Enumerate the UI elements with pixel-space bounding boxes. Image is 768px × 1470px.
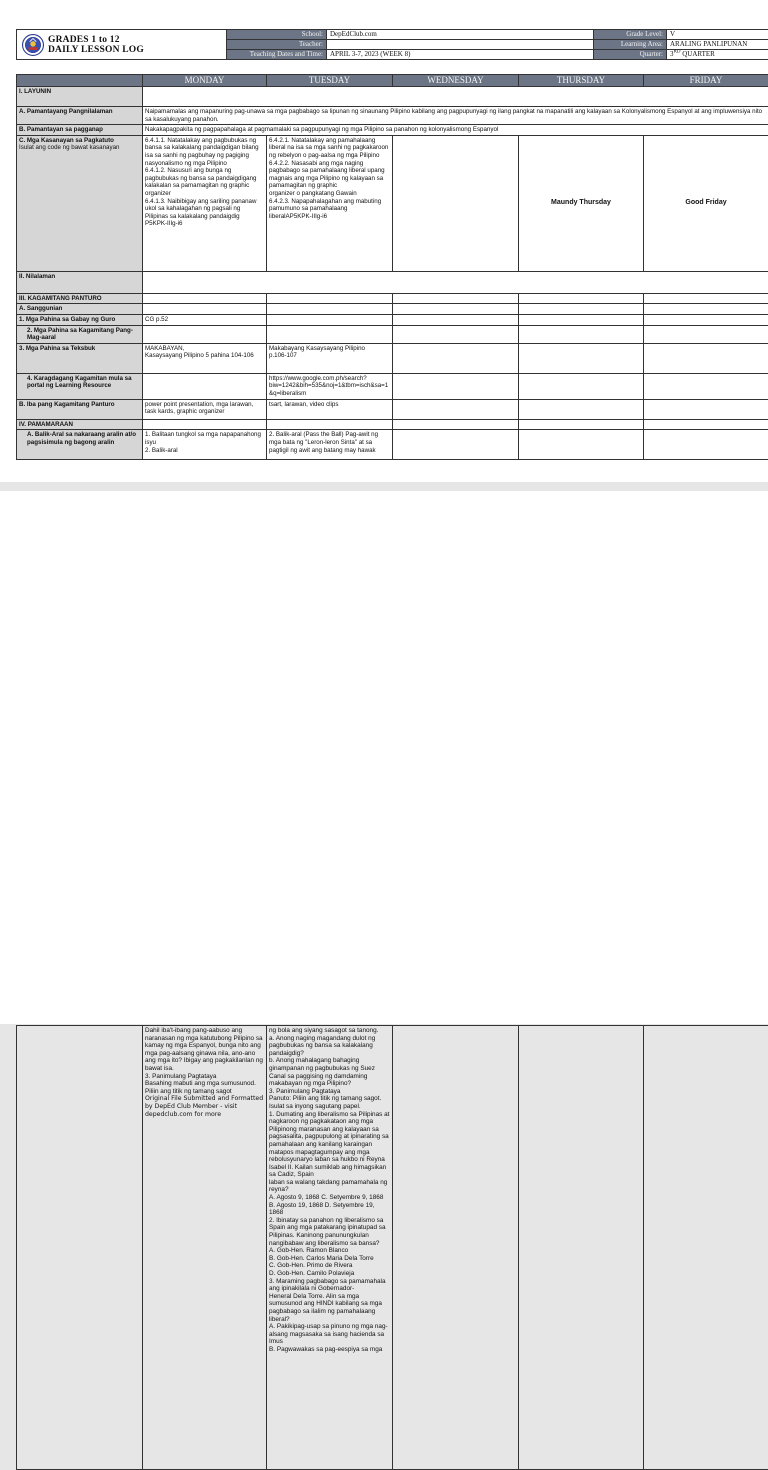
- blank-cell: [143, 325, 267, 343]
- blank-cell: [393, 373, 519, 399]
- blank-cell: [519, 399, 644, 419]
- teksbuk-label: 3. Mga Pahina sa Teksbuk: [17, 343, 143, 373]
- nilalaman-heading: II. Nilalaman: [17, 271, 143, 293]
- logo-line-2: DAILY LESSON LOG: [48, 45, 144, 55]
- deped-seal-icon: [22, 34, 44, 56]
- gabay-monday: CG p.52: [143, 314, 267, 325]
- sanggunian-label: A. Sanggunian: [17, 304, 143, 315]
- blank-cell: [519, 314, 644, 325]
- blank-cell: [519, 343, 644, 373]
- quarter-text: QUARTER: [680, 50, 714, 58]
- blank-cell: [393, 293, 519, 304]
- iba-monday: power point presentation, mga larawan, task kards, graphic organizer: [143, 399, 267, 419]
- kagamitan-heading: III. KAGAMITANG PANTURO: [17, 293, 143, 304]
- balik-aral-tuesday: 2. Balik-aral (Pass the Ball) Pag-awit ng mga bata ng "Leron-leron Sinta" at sa pagtigil ng awit ang batang may hawak: [267, 430, 393, 460]
- karagdagang-label: 4. Karagdagang Kagamitan mula sa portal ng Learning Resource: [17, 373, 143, 399]
- depedclub-watermark-note: Original File Submitted and Formatted by DepEd Club Member - visit depedclub.com for more: [145, 1095, 264, 1119]
- kasanayan-friday: Good Friday: [644, 135, 768, 271]
- blank-cell: [267, 304, 393, 315]
- teacher-value: [327, 40, 594, 50]
- dates-label: Teaching Dates and Time:: [227, 50, 327, 60]
- quarter-number: 3: [670, 50, 674, 58]
- blank-cell: [393, 419, 519, 430]
- blank-cell: [393, 399, 519, 419]
- blank-cell: [143, 419, 267, 430]
- blank-cell: [393, 325, 519, 343]
- balik-aral-label: A. Balik-Aral sa nakaraang aralin at/o pagsisimula ng bagong aralin: [17, 430, 143, 460]
- corner-header: [17, 75, 143, 87]
- kasanayan-monday: 6.4.1.1. Natatalakay ang pagbubukas ng bansa sa kalakalang pandaigdigan bilang isa sa sanhi ng pagbuhay ng pagiging nasyonalismo ng mga Pilipino 6.4.1.2. Nasusuri ang bunga ng pagbubukas ng bansa sa pandaigdigang kalakalan sa pamamagitan ng graphic organizer 6.4.1.3. Naibibigay ang sariling pananaw ukol sa kahalagahan ng pagsali ng Pilipinas sa kalakalang pandaigdig P5KPK-IIIg-i6: [143, 135, 267, 271]
- blank-cell: [267, 293, 393, 304]
- blank-cell: [143, 293, 267, 304]
- learning-area-value: ARALING PANLIPUNAN: [667, 40, 768, 50]
- day-header-friday: FRIDAY: [644, 75, 768, 87]
- blank-cell: [267, 419, 393, 430]
- kasanayan-wednesday: [393, 135, 519, 271]
- blank-cell: [644, 373, 768, 399]
- blank-cell: [519, 430, 644, 460]
- continuation-friday: [644, 1026, 768, 1470]
- blank-cell: [644, 293, 768, 304]
- school-value: DepEdClub.com: [327, 30, 594, 40]
- grade-level-label: Grade Level:: [594, 30, 667, 40]
- grade-level-value: V: [667, 30, 768, 40]
- kagamitang-label: 2. Mga Pahina sa Kagamitang Pang-Mag-aaral: [17, 325, 143, 343]
- nilalaman-blank: [143, 271, 768, 293]
- kasanayan-subtitle: Isulat ang code ng bawat kasanayan: [19, 144, 140, 152]
- school-label: School:: [227, 30, 327, 40]
- pagganap-label: B. Pamantayan sa pagganap: [17, 125, 143, 136]
- quarter-suffix: RD: [674, 50, 681, 55]
- header-table: [16, 29, 768, 60]
- blank-cell: [267, 314, 393, 325]
- kasanayan-thursday: Maundy Thursday: [519, 135, 644, 271]
- balik-aral-monday: 1. Balitaan tungkol sa mga napapanahong isyu 2. Balik-aral: [143, 430, 267, 460]
- day-header-tuesday: TUESDAY: [267, 75, 393, 87]
- continuation-wednesday: [393, 1026, 519, 1470]
- quarter-label: Quarter:: [594, 50, 667, 60]
- blank-cell: [519, 325, 644, 343]
- blank-cell: [644, 419, 768, 430]
- quarter-value: [667, 50, 768, 60]
- pamamaraan-heading: IV. PAMAMARAAN: [17, 419, 143, 430]
- monday-continued-text: Dahil iba't-ibang pang-aabuso ang naranasan ng mga katutubong Pilipino sa kamay ng mga Espanyol, bunga nito ang mga pag-aalsang ginawa nila, ano-ano ang mga ito? Ibigay ang pagkakilanlan ng bawat isa. 3. Panimulang Pagtataya Basahing mabuti ang mga sumusunod. Piliin ang titik ng tamang sagot: [145, 1027, 264, 1095]
- continuation-thursday: [519, 1026, 644, 1470]
- day-header-wednesday: WEDNESDAY: [393, 75, 519, 87]
- logo-cell: [17, 30, 227, 60]
- karagdagang-tuesday-link[interactable]: https://www.google.com.ph/search?biw=1242&bih=535&noj=1&tbm=isch&sa=1&q=liberalism: [267, 373, 393, 399]
- blank-cell: [393, 343, 519, 373]
- day-header-thursday: THURSDAY: [519, 75, 644, 87]
- blank-cell: [393, 304, 519, 315]
- blank-cell: [393, 430, 519, 460]
- blank-cell: [644, 314, 768, 325]
- teksbuk-tuesday: Makabayang Kasaysayang Pilipino p.106-107: [267, 343, 393, 373]
- day-header-monday: MONDAY: [143, 75, 267, 87]
- pamantayang-label: A. Pamantayang Pangnilalaman: [17, 107, 143, 125]
- continuation-tuesday: ng bola ang siyang sasagot sa tanong. a. Anong naging magandang dulot ng pagbubukas ng bansa sa kalakalang pandaigdig? b. Anong mahalagang bahaging ginampanan ng pagbubukas ng Suez Canal sa paggising ng damdaming makabayan ng mga Pilipino? 3. Panimulang Pagtataya Panuto: Piliin ang titik ng tamang sagot. Isulat sa inyong sagutang papel. 1. Dumating ang liberalismo sa Pilipinas at nagkaroon ng pagkakataon ang mga Pilipinong maranasan ang kalayaan sa pagsasalita, pagpupulong at ipinarating sa pamahalaan ang kanilang karaingan matapos mapagtagumpay ang mga rebolusyunaryo laban sa hukbo ni Reyna Isabel II. Kailan sumiklab ang himagsikan sa Cadiz, Spain laban sa walang takdang pamamahala ng reyna? A. Agosto 9, 1868 C. Setyembre 9, 1868 B. Agosto 19, 1868 D. Setyembre 19, 1868 2. Ibinatay sa panahon ng liberalismo sa Spain ang mga patakarang ipinatupad sa Pilipinas. Kaninong panunungkulan nangibabaw ang liberalismo sa bansa? A. Gob-Hen. Ramon Blanco B. Gob-Hen. Carlos Maria Dela Torre C. Gob-Hen. Primo de Rivera D. Gob-Hen. Camilo Polavieja 3. Maraming pagbabago sa pamamahala ang ipinakilala ni Gobernador- Heneral Dela Torre. Alin sa mga sumusunod ang HINDI kabilang sa mga pagbabago sa ilalim ng pamahalaang liberal? A. Pakikipag-usap sa pinuno ng mga nag-alsang magsasaka sa isang hacienda sa Imus B. Pagwawakas sa pag-eespiya sa mga: [267, 1026, 393, 1470]
- dates-value: APRIL 3-7, 2023 (WEEK 8): [327, 50, 594, 60]
- logo-line-1: GRADES 1 to 12: [48, 35, 144, 45]
- blank-cell: [143, 373, 267, 399]
- teacher-label: Teacher:: [227, 40, 327, 50]
- kasanayan-tuesday: 6.4.2.1. Natatalakay ang pamahalaang liberal na isa sa mga sanhi ng pagkakaroon ng rebelyon o pag-aalsa ng mga Pilipino 6.4.2.2. Nasasabi ang mga naging pagbabago sa pamahalaang liberal upang magnais ang mga Pilipino ng kalayaan sa pamamagitan ng graphic organizer o pangkatang Gawain 6.4.2.3. Napapahalagahan ang mabuting pamumuno sa pamahalaang liberalAP5KPK-IIIg-i6: [267, 135, 393, 271]
- continuation-table: [16, 1025, 768, 1470]
- blank-cell: [143, 304, 267, 315]
- page-1: [0, 0, 768, 482]
- learning-area-label: Learning Area:: [594, 40, 667, 50]
- blank-cell: [644, 430, 768, 460]
- gabay-label: 1. Mga Pahina sa Gabay ng Guro: [17, 314, 143, 325]
- iba-label: B. Iba pang Kagamitang Panturo: [17, 399, 143, 419]
- continuation-monday: [143, 1026, 267, 1470]
- blank-cell: [267, 325, 393, 343]
- blank-cell: [519, 419, 644, 430]
- kasanayan-title: C. Mga Kasanayan sa Pagkatuto: [19, 137, 140, 145]
- pagganap-value: Nakakapagpakita ng pagpapahalaga at pagmamalaki sa pagpupunyagi ng mga Pilipino sa panahon ng kolonyalismong Espanyol: [143, 125, 768, 136]
- blank-cell: [644, 399, 768, 419]
- blank-cell: [644, 343, 768, 373]
- lesson-log-table: [16, 74, 768, 460]
- dll-title: [48, 35, 144, 55]
- iba-tuesday: tsart, larawan, video clips: [267, 399, 393, 419]
- blank-cell: [644, 304, 768, 315]
- blank-cell: [519, 373, 644, 399]
- blank-cell: [644, 325, 768, 343]
- layunin-blank: [143, 87, 768, 107]
- blank-cell: [393, 314, 519, 325]
- page-2: [0, 491, 768, 1024]
- teksbuk-monday: MAKABAYAN, Kasaysayang Pilipino 5 pahina 104-106: [143, 343, 267, 373]
- pamantayang-value: Naipamamalas ang mapanuring pag-unawa sa mga pagbabago sa lipunan ng sinaunang Pilipino kabilang ang pagpupunyagi ng ilang pangkat na mapanatili ang kalayaan sa Kolonyalismong Espanyol at ang impluwensiya nito sa kasalukuyang panahon.: [143, 107, 768, 125]
- blank-cell: [519, 304, 644, 315]
- kasanayan-label: [17, 135, 143, 271]
- layunin-heading: I. LAYUNIN: [17, 87, 143, 107]
- blank-cell: [519, 293, 644, 304]
- continuation-label-cell: [17, 1026, 143, 1470]
